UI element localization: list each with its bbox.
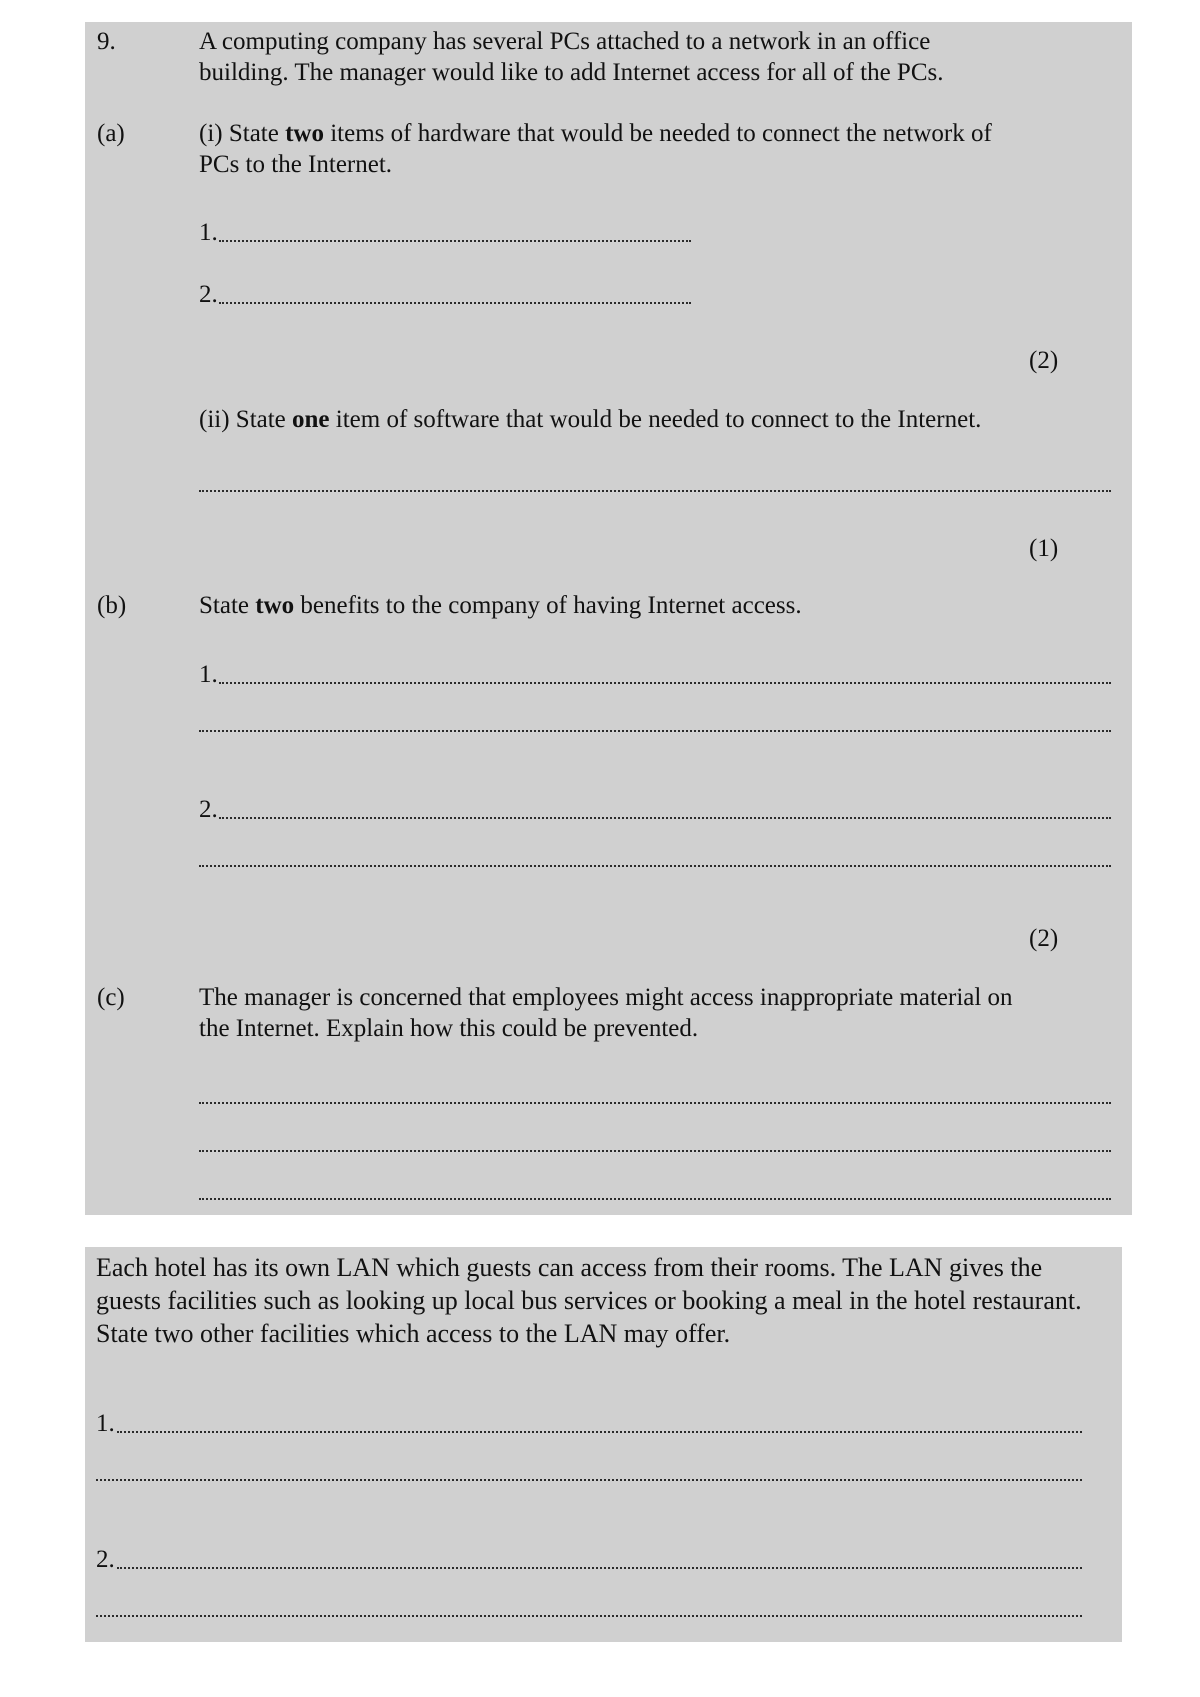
part-a-ii-text: (ii) State one item of software that would be needed to connect to the Internet. bbox=[199, 406, 982, 433]
part-b-answer-2-number: 2. bbox=[199, 796, 218, 823]
part-b-label: (b) bbox=[97, 592, 127, 619]
hotel-answer-1-line[interactable] bbox=[117, 1431, 1082, 1433]
hotel-answer-1-line-2[interactable] bbox=[96, 1479, 1082, 1481]
part-a-label: (a) bbox=[97, 120, 125, 147]
part-a-answer-1-number: 1. bbox=[199, 219, 218, 246]
part-b-answer-1-line[interactable] bbox=[219, 682, 1111, 684]
part-c-line-2: the Internet. Explain how this could be prevented. bbox=[199, 1015, 699, 1042]
part-c-answer-line-2[interactable] bbox=[199, 1150, 1111, 1152]
part-a-i-line-2: PCs to the Internet. bbox=[199, 151, 393, 178]
part-c-line-1: The manager is concerned that employees might access inappropriate material on bbox=[199, 984, 1013, 1011]
part-c-label: (c) bbox=[97, 984, 125, 1011]
part-c-answer-line-1[interactable] bbox=[199, 1102, 1111, 1104]
part-a-answer-2-number: 2. bbox=[199, 281, 218, 308]
part-b-answer-2-line-2[interactable] bbox=[199, 865, 1111, 867]
question-intro-line-1: A computing company has several PCs attached to a network in an office bbox=[199, 28, 931, 55]
part-b-answer-1-number: 1. bbox=[199, 661, 218, 688]
hotel-answer-2-line[interactable] bbox=[117, 1567, 1082, 1569]
part-a-answer-1-line[interactable] bbox=[219, 240, 691, 242]
part-a-ii-answer-line[interactable] bbox=[199, 490, 1111, 492]
question-9-panel bbox=[85, 22, 1132, 1215]
part-b-answer-2-line[interactable] bbox=[219, 817, 1111, 819]
hotel-answer-2-line-2[interactable] bbox=[96, 1615, 1082, 1617]
part-a-answer-2-line[interactable] bbox=[219, 302, 691, 304]
part-a-i-line-1: (i) State two items of hardware that would be needed to connect the network of bbox=[199, 120, 992, 147]
question-number: 9. bbox=[97, 28, 116, 55]
part-b-text: State two benefits to the company of having Internet access. bbox=[199, 592, 802, 619]
part-a-i-marks: (2) bbox=[1029, 347, 1059, 374]
hotel-question-paragraph: Each hotel has its own LAN which guests can access from their rooms. The LAN gives the guests facilities such as looking up local bus services or booking a meal in the hotel restaurant. State two other facilities which access to the LAN may offer. bbox=[96, 1253, 1082, 1348]
hotel-answer-2-number: 2. bbox=[96, 1546, 115, 1573]
part-b-marks: (2) bbox=[1029, 925, 1059, 952]
question-intro-line-2: building. The manager would like to add Internet access for all of the PCs. bbox=[199, 59, 944, 86]
hotel-lan-question-panel bbox=[85, 1247, 1122, 1642]
part-b-answer-1-line-2[interactable] bbox=[199, 730, 1111, 732]
part-a-ii-marks: (1) bbox=[1029, 535, 1059, 562]
part-c-answer-line-3[interactable] bbox=[199, 1198, 1111, 1200]
hotel-answer-1-number: 1. bbox=[96, 1410, 115, 1437]
